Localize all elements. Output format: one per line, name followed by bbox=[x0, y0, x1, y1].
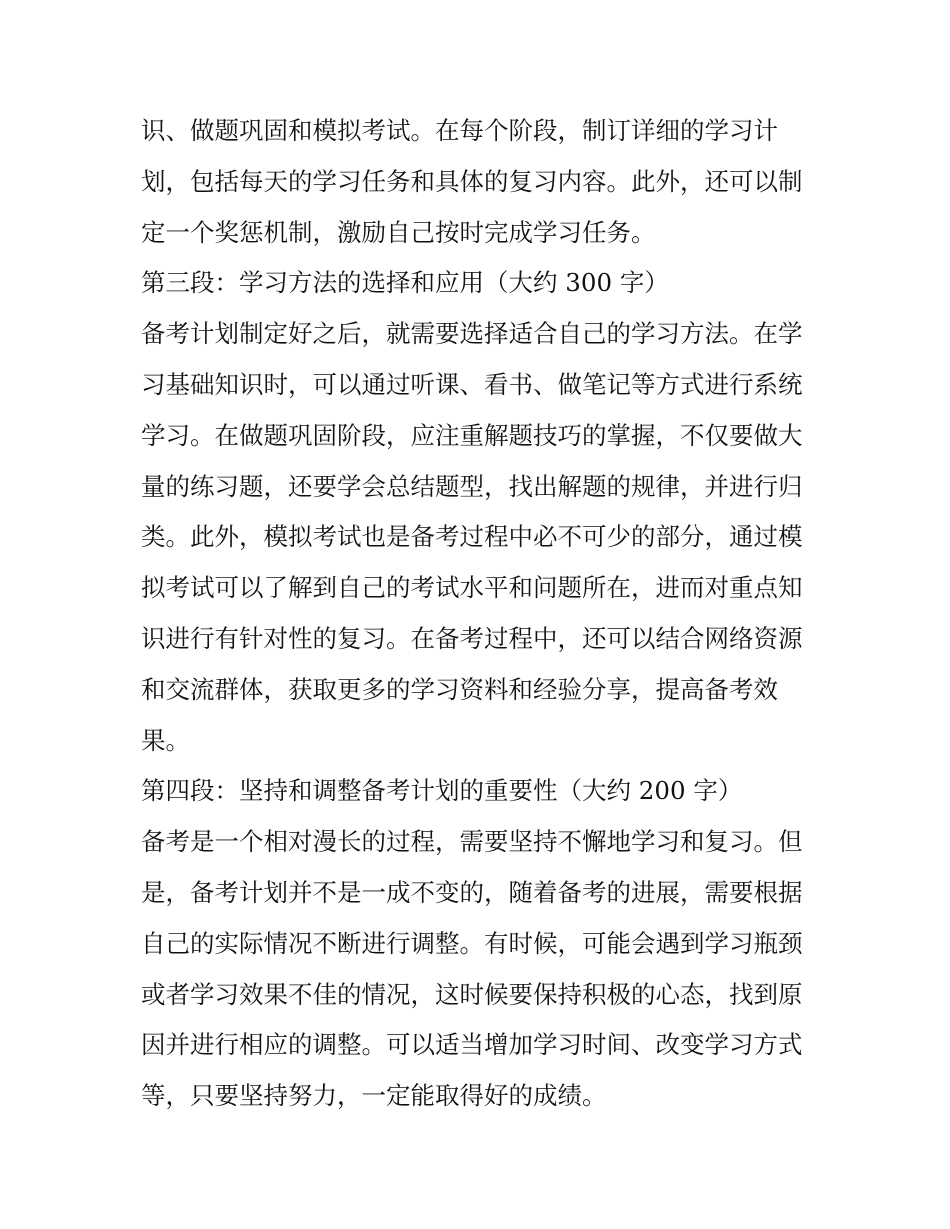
paragraph-line: 定一个奖惩机制，激励自己按时完成学习任务。 bbox=[141, 217, 656, 247]
paragraph-line: 等，只要坚持努力，一定能取得好的成绩。 bbox=[141, 1081, 607, 1111]
paragraph-line: 或者学习效果不佳的情况，这时候要保持积极的心态，找到原 bbox=[141, 979, 803, 1009]
paragraph-line: 和交流群体，获取更多的学习资料和经验分享，提高备考效 bbox=[141, 674, 778, 704]
document-body bbox=[141, 106, 815, 1122]
paragraph-line: 因并进行相应的调整。可以适当增加学习时间、改变学习方式 bbox=[141, 1030, 803, 1060]
paragraph-line: 识进行有针对性的复习。在备考过程中，还可以结合网络资源 bbox=[141, 623, 803, 653]
paragraph-line: 拟考试可以了解到自己的考试水平和问题所在，进而对重点知 bbox=[141, 573, 803, 603]
section-heading-3: 第三段：学习方法的选择和应用（大约 300 字） bbox=[141, 268, 669, 298]
paragraph-line: 备考是一个相对漫长的过程，需要坚持不懈地学习和复习。但 bbox=[141, 827, 803, 857]
paragraph-line: 备考计划制定好之后，就需要选择适合自己的学习方法。在学 bbox=[141, 319, 803, 349]
paragraph-line: 自己的实际情况不断进行调整。有时候，可能会遇到学习瓶颈 bbox=[141, 928, 803, 958]
paragraph-line: 学习。在做题巩固阶段，应注重解题技巧的掌握，不仅要做大 bbox=[141, 420, 803, 450]
paragraph-line: 是，备考计划并不是一成不变的，随着备考的进展，需要根据 bbox=[141, 877, 803, 907]
paragraph-line: 划，包括每天的学习任务和具体的复习内容。此外，还可以制 bbox=[141, 166, 803, 196]
paragraph-line: 量的练习题，还要学会总结题型，找出解题的规律，并进行归 bbox=[141, 471, 803, 501]
paragraph-line: 类。此外，模拟考试也是备考过程中必不可少的部分，通过模 bbox=[141, 522, 803, 552]
paragraph-line: 习基础知识时，可以通过听课、看书、做笔记等方式进行系统 bbox=[141, 369, 803, 399]
paragraph-line: 果。 bbox=[141, 725, 190, 755]
section-heading-4: 第四段：坚持和调整备考计划的重要性（大约 200 字） bbox=[141, 776, 743, 806]
paragraph-line: 识、做题巩固和模拟考试。在每个阶段，制订详细的学习计 bbox=[141, 116, 778, 145]
